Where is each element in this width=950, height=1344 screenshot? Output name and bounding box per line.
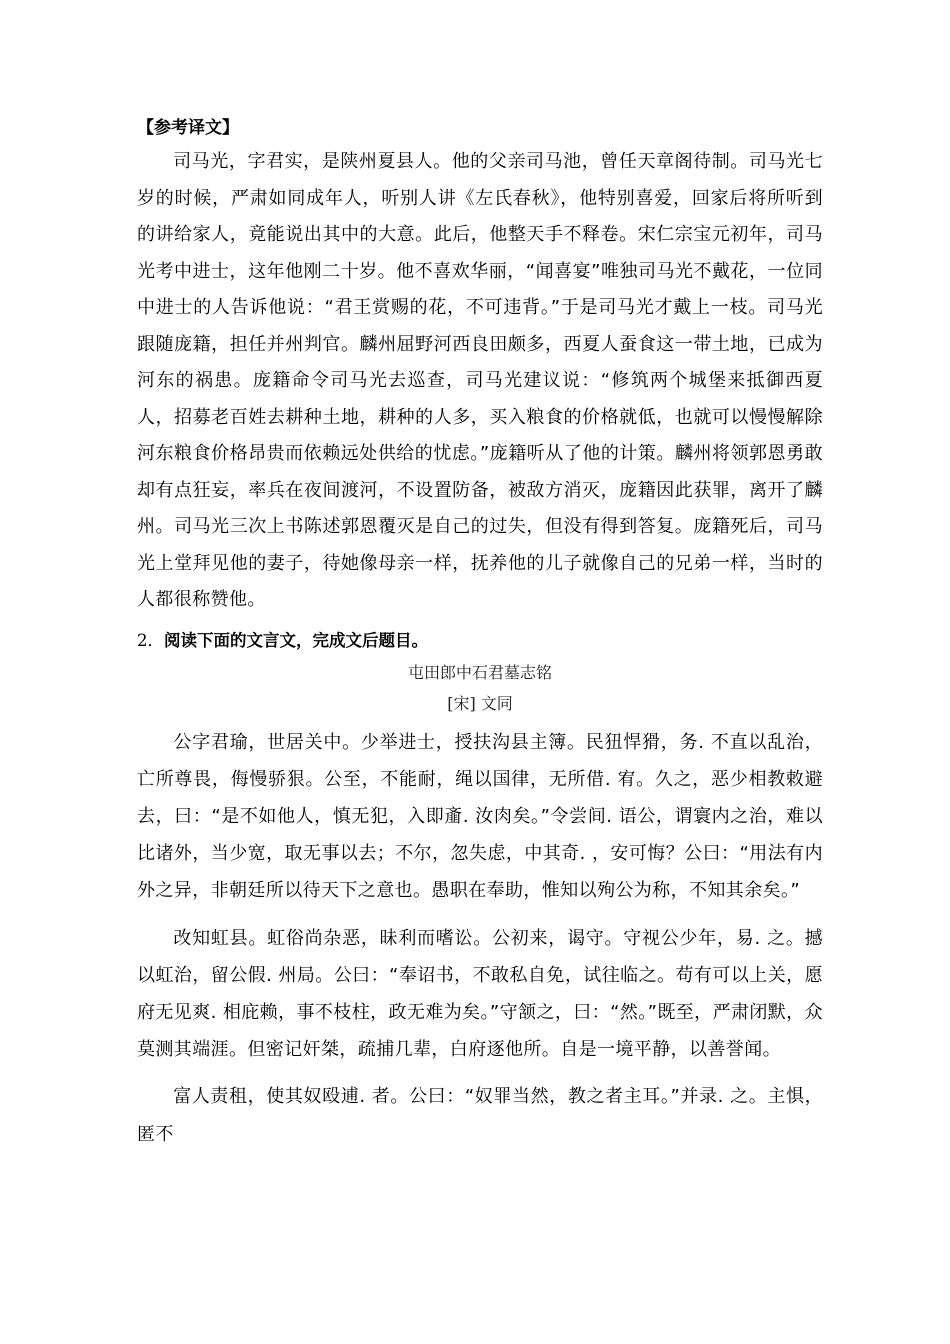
reference-translation-paragraph [137,144,823,619]
passage-paragraph-text: 改知虹县。虹俗尚杂恶，昧利而嗜讼。公初来，谒守。守视公少年，易. 之。撼以虹治，留公假. 州局。公曰：“奉诏书，不敢私自免，试往临之。苟有可以上关，愿府无见爽. 相庇赖，事不枝柱，政无难为矣。”守颔之，曰：“然。”既至，严肃闭默，众莫测其端涯。但密记奸桀，疏捕几辈，白府逐他所。自是一境平静，以善誉闻。 [137,927,823,1061]
passage-paragraph [137,920,823,1069]
passage-paragraph-text: 富人责租，使其奴殴逋. 者。公曰：“奴罪当然，教之者主耳。”并录. 之。主惧，匿不 [137,1086,823,1145]
question-heading [137,624,823,658]
reference-translation-text: 司马光，字君实，是陕州夏县人。他的父亲司马池，曾任天章阁待制。司马光七岁的时候，严肃如同成年人，听别人讲《左氏春秋》，他特别喜爱，回家后将所听到的讲给家人，竟能说出其中的大意。此后，他整天手不释卷。宋仁宗宝元初年，司马光考中进士，这年他刚二十岁。他不喜欢华丽，“闻喜宴”唯独司马光不戴花，一位同中进士的人告诉他说：“君王赏赐的花，不可违背。”于是司马光才戴上一枝。司马光跟随庞籍，担任并州判官。麟州屈野河西良田颇多，西夏人蚕食这一带土地，已成为河东的祸患。庞籍命令司马光去巡查，司马光建议说：“修筑两个城堡来抵御西夏人，招募老百姓去耕种土地，耕种的人多，买入粮食的价格就低，也就可以慢慢解除河东粮食价格昂贵而依赖远处供给的忧虑。”庞籍听从了他的计策。麟州将领郭恩勇敢却有点狂妄，率兵在夜间渡河，不设置防备，被敌方消灭，庞籍因此获罪，离开了麟州。司马光三次上书陈述郭恩覆灭是自己的过失，但没有得到答复。庞籍死后，司马光上堂拜见他的妻子，待她像母亲一样，抚养他的儿子就像自己的兄弟一样，当时的人都很称赞他。 [137,151,823,610]
passage-paragraph [137,1078,823,1152]
reference-translation-heading: 【参考译文】 [137,118,239,138]
passage-paragraph [137,724,823,910]
passage-author: [宋] 文同 [447,693,513,713]
document-content [137,112,823,1153]
passage-paragraph-text: 公字君瑜，世居关中。少举进士，授扶沟县主簿。民狃悍猾，务. 不直以乱治，亡所尊畏，侮慢骄狠。公至，不能耐，绳以国律，无所借. 宥。久之，恶少相教敕避去，曰：“是不如他人，慎无犯，入即齑. 汝肉矣。”令尝间. 语公，谓寰内之治，难以比诸外，当少宽，取无事以去；不尔，忽失虑，中其奇. ，安可悔？公曰：“用法有内外之异，非朝廷所以待天下之意也。愚职在奉助，惟知以殉公为称，不知其余矣。” [137,731,823,902]
question-instruction: 阅读下面的文言文，完成文后题目。 [164,630,428,650]
question-number: 2． [137,630,164,650]
passage-title: 屯田郎中石君墓志铭 [407,662,552,682]
